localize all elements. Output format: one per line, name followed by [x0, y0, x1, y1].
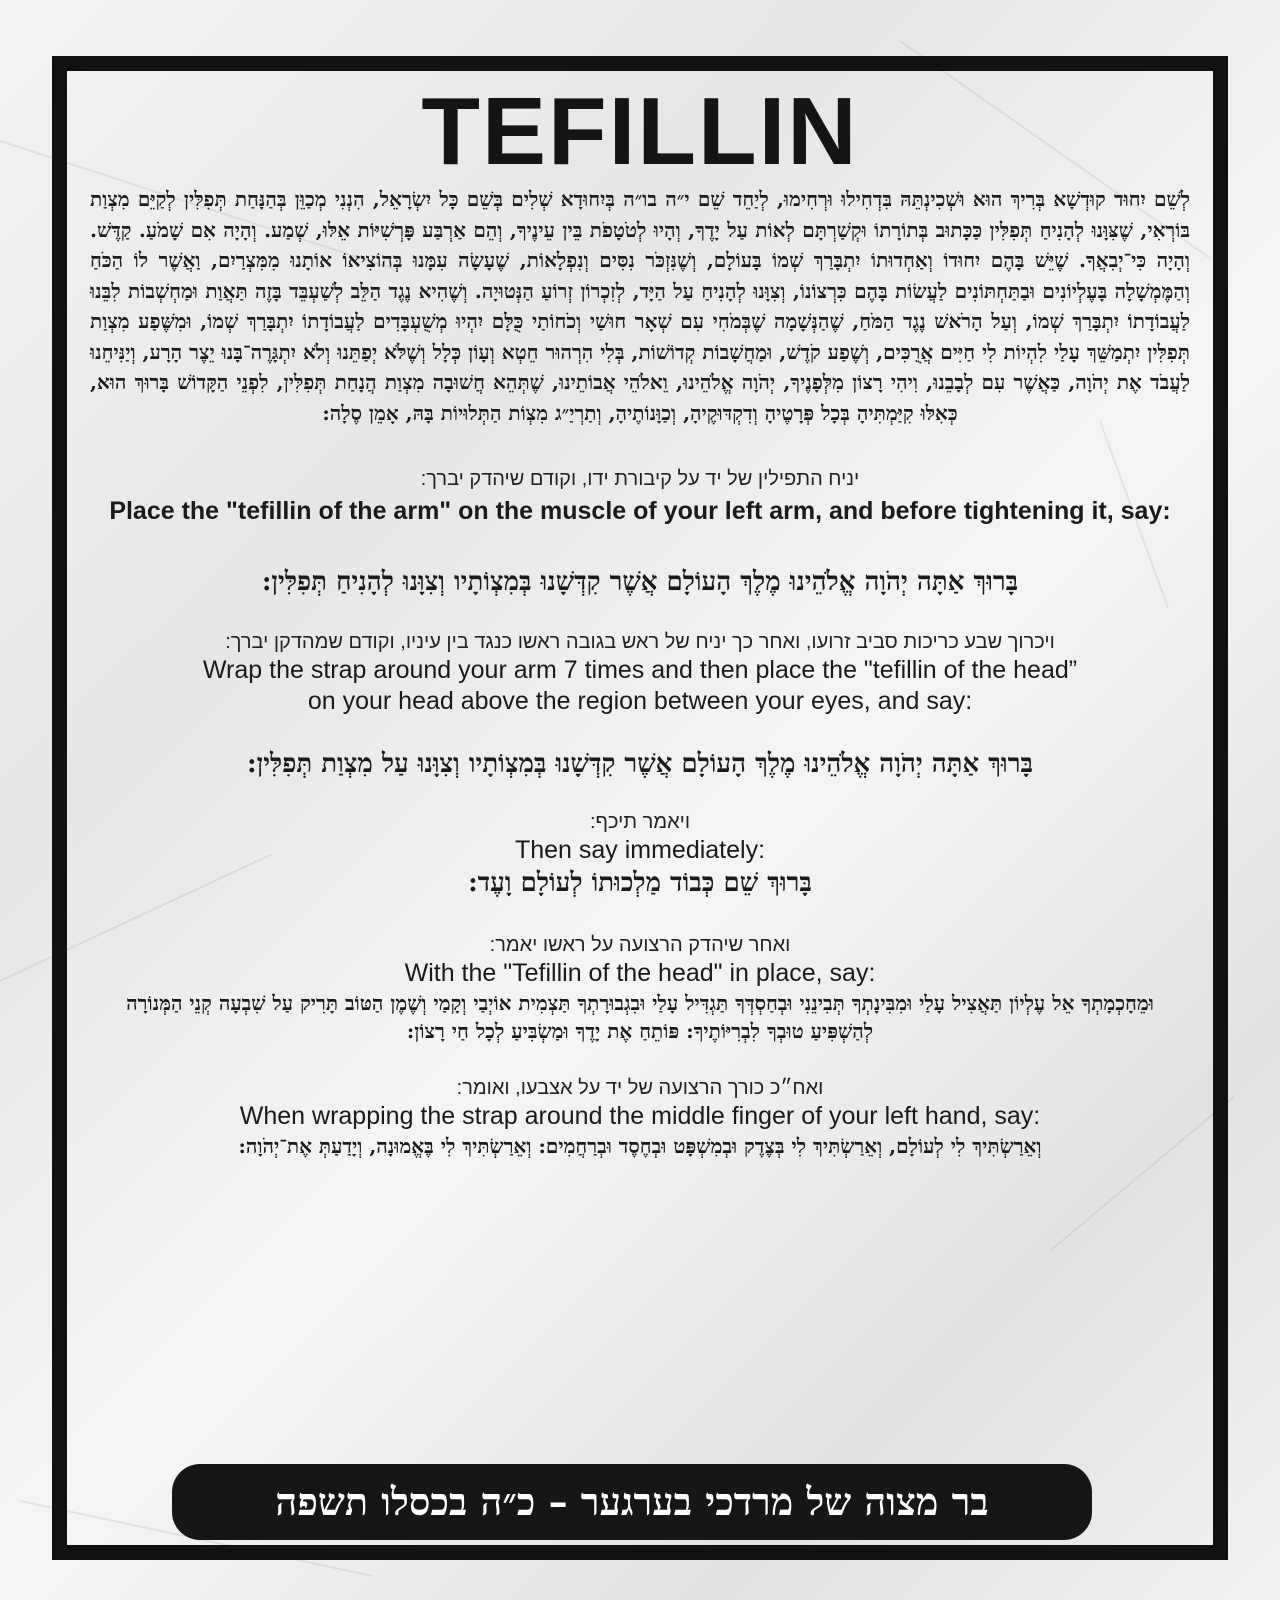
head-in-place-prayer: וּמֵחָכְמָתְךָ אֵל עֶלְיוֹן תַּאֲצִיל עָלַי וּמִבִּינָתְךָ תְּבִינֵנִי וּבְחַסְדְּךָ תַּגְדִּיל עָלַי וּבִגְבוּרָתְךָ תַּצְמִית אוֹיְבַי וְקָמַי וְשֶׁמֶן הַטּוֹב תָּרִיק עַל שִׁבְעָה קְנֵי הַמְּנוֹרָה לְהַשְׁפִּיעַ טוּבְךָ לִבְרִיּוֹתֶיךָ: פּוֹתֵחַ אֶת יָדֶךָ וּמַשְׂבִּיעַ לְכָל חַי רָצוֹן: — [126, 991, 1154, 1043]
arm-heb-instruction: יניח התפילין של יד על קיבורת ידו, וקודם שיהדק יברך: — [420, 468, 860, 490]
immediately-heb-instruction: ויאמר תיכף: — [589, 811, 691, 833]
head-en-instruction-line2: on your head above the region between your eyes, and say: — [307, 687, 973, 715]
arm-blessing: בָּרוּךְ אַתָּה יְהֹוָה אֱלֹהֵינוּ מֶלֶךְ הָעוֹלָם אֲשֶׁר קִדְּשָׁנוּ בְּמִצְוֹתָיו וְצִוָּנוּ לְהָנִיחַ תְּפִלִּין: — [261, 567, 1019, 597]
head-blessing: בָּרוּךְ אַתָּה יְהֹוָה אֱלֹהֵינוּ מֶלֶךְ הָעוֹלָם אֲשֶׁר קִדְּשָׁנוּ בְּמִצְוֹתָיו וְצִוָּנוּ עַל מִצְוַת תְּפִלִּין: — [246, 749, 1034, 779]
page-title: TEFILLIN — [421, 78, 859, 185]
immediately-blessing: בָּרוּךְ שֵׁם כְּבוֹד מַלְכוּתוֹ לְעוֹלָם וָעֶד: — [468, 868, 812, 898]
finger-prayer: וְאֵרַשְׂתִּיךְ לִי לְעוֹלָם, וְאֵרַשְׂתִּיךְ לִי בְּצֶדֶק וּבְמִשְׁפָּט וּבְחֶסֶד וּבְרַחֲמִים: וְאֵרַשְׂתִּיךְ לִי בֶּאֱמוּנָה, וְיָדַעַתְּ אֶת־יְהֹוָה: — [238, 1134, 1042, 1158]
head-heb-instruction: ויכרוך שבע כריכות סביב זרועו, ואחר כך יניח של ראש בגובה ראשו כנגד בין עיניו, וקודם שמהדקן יברך: — [225, 631, 1055, 653]
finger-heb-instruction: ואח״כ כורך הרצועה של יד על אצבעו, ואומר: — [456, 1077, 824, 1099]
head-en-instruction-line1: Wrap the strap around your arm 7 times and then place the "tefillin of the head” — [202, 656, 1078, 684]
arm-en-instruction: Place the "tefillin of the arm" on the muscle of your left arm, and before tightening it, say: — [109, 497, 1171, 525]
immediately-en-instruction: Then say immediately: — [514, 836, 766, 864]
finger-en-instruction: When wrapping the strap around the middle finger of your left hand, say: — [239, 1102, 1041, 1130]
document-content — [80, 68, 1200, 1548]
intro-prayer: לְשֵׁם יִחוּד קוּדְשָׁא בְּרִיךְ הוּא וּשְׁכִינְתֵּהּ בִּדְחִילוּ וּרְחִימוּ, לְיַחֵד שֵׁם י״ה בו״ה בְּיִחוּדָא שְׁלִים בְּשֵׁם כָּל יִשְׂרָאֵל, הִנְנִי מְכַוֵּן בְּהַנָּחַת תְּפִלִּין לְקַיֵּם מִצְוַת בּוֹרְאִי, שֶׁצִּוָּנוּ לְהָנִיחַ תְּפִלִּין כַּכָּתוּב בְּתוֹרָתוֹ וּקְשַׁרְתָּם לְאוֹת עַל יָדֶךָ, וְהָיוּ לְטֹטָפֹת בֵּין עֵינֶיךָ, וְהֵם אַרְבַּע פָּרְשִׁיּוֹת אֵלּוּ, שְׁמַע. וְהָיָה אִם שָׁמֹעַ. קַדֶּשׁ. וְהָיָה כִּי־יְבִאֲךָ. שֶׁיֵּשׁ בָּהֶם יִחוּדוֹ וְאַחְדוּתוֹ יִתְבָּרַךְ שְׁמוֹ בָּעוֹלָם, וְשֶׁנִּזְכֹּר נִסִּים וְנִפְלָאוֹת, שֶׁעָשָׂה עִמָּנוּ בְּהוֹצִיאוֹ אוֹתָנוּ מִמִּצְרַיִם, וַאֲשֶׁר לוֹ הַכֹּחַ וְהַמֶּמְשָׁלָה בָּעֶלְיוֹנִים וּבַתַּחְתּוֹנִים לַעֲשׂוֹת בָּהֶם כִּרְצוֹנוֹ, וְצִוָּנוּ לְהָנִיחַ עַל הַיָּד, לְזִכְרוֹן זְרוֹעַ הַנְּטוּיָה. וְשֶׁהִיא נֶגֶד הַלֵּב לְשַׁעְבֵּד בָּזֶה תַּאֲוַת וּמַחְשְׁבוֹת לִבֵּנוּ לַעֲבוֹדָתוֹ יִתְבָּרַךְ שְׁמוֹ, וְעַל הָרֹאשׁ נֶגֶד הַמֹּחַ, שֶׁהַנְּשָׁמָה שֶׁבְּמֹחִי עִם שְׁאָר חוּשַׁי וְכֹחוֹתַי כֻּלָּם יִהְיוּ מְשֻׁעְבָּדִים לַעֲבוֹדָתוֹ יִתְבָּרַךְ שְׁמוֹ, וּמִשֶּׁפַע מִצְוַת תְּפִלִּין יִתְמַשֵּׁךְ עָלַי לִהְיוֹת לִי חַיִּים אֲרֻכִּים, וְשֶׁפַע קֹדֶשׁ, וּמַחֲשָׁבוֹת קְדוֹשׁוֹת, בְּלִי הִרְהוּר חֵטְא וְעָוֹן כְּלָל וְשֶׁלֹּא יְפַתֵּנוּ וְלֹא יִתְגָּרֶה־בָּנוּ יֵצֶר הָרָע, וְיַנִּיחֵנוּ לַעֲבֹד אֶת יְהֹוָה, כַּאֲשֶׁר עִם לְבָבֵנוּ, וִיהִי רָצוֹן מִלְּפָנֶיךָ, יְהֹוָה אֱלֹהֵינוּ, וֵאלֹהֵי אֲבוֹתֵינוּ, שֶׁתְּהֵא חֲשׁוּבָה מִצְוַת הֲנָחַת תְּפִלִּין, לִפְנֵי הַקָּדוֹשׁ בָּרוּךְ הוּא, כְּאִלּוּ קִיַּמְתִּיהָ בְּכָל פְּרָטֶיהָ וְדִקְדּוּקֶיהָ, וְכַוָּנוֹתֶיהָ, וְתַרְיַ״ג מִצְוֹת הַתְּלוּיוֹת בָּהּ, אָמֵן סֶלָה: — [90, 187, 1190, 425]
footer-banner: בר מצוה של מרדכי בערגער – כ״ה בכסלו תשפה — [172, 1464, 1092, 1540]
head-in-place-heb-instruction: ואחר שיהדק הרצועה על ראשו יאמר: — [489, 934, 791, 956]
head-in-place-en-instruction: With the "Tefillin of the head" in place, say: — [404, 959, 876, 987]
